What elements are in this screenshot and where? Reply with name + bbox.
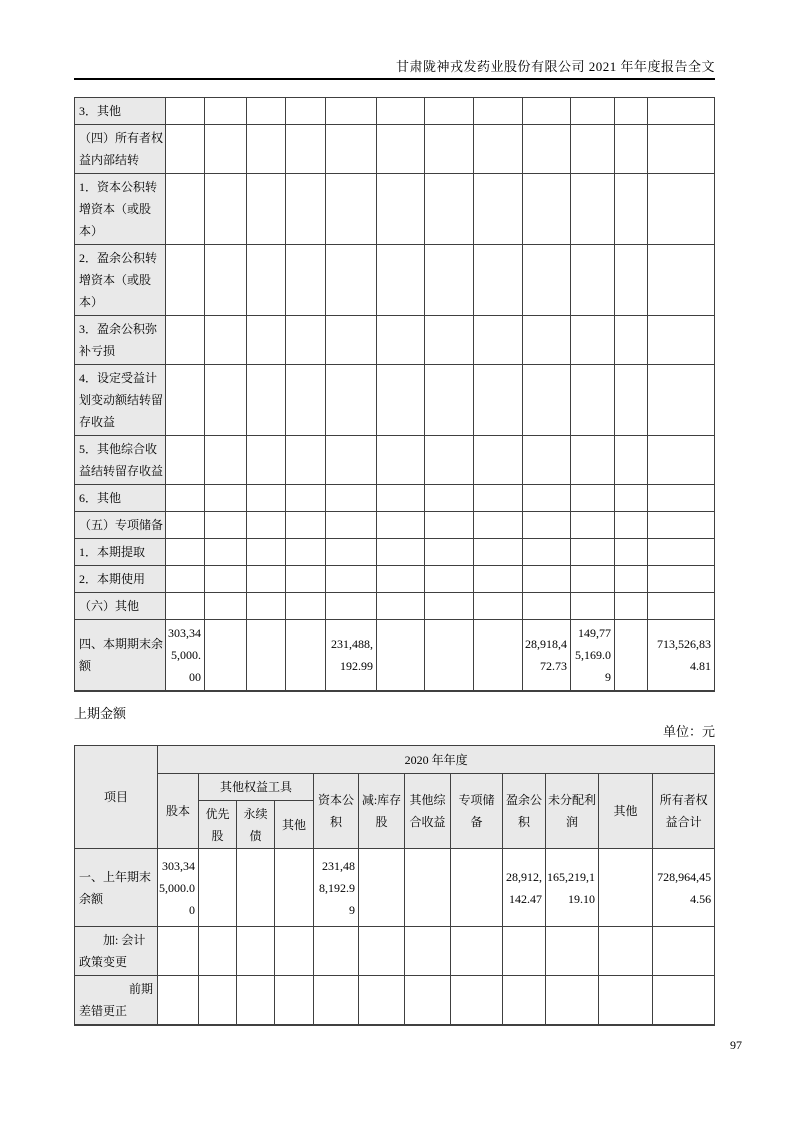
- table-row: [75, 174, 715, 245]
- col-header-item: 项目: [75, 746, 158, 849]
- value-cell: [286, 365, 326, 436]
- value-cell: [166, 245, 205, 316]
- col-header-undistributed-profit: 未分配利润: [546, 774, 599, 849]
- value-cell: [377, 174, 425, 245]
- value-cell: [523, 316, 571, 365]
- value-cell: [503, 927, 546, 976]
- value-cell: [571, 436, 615, 485]
- value-cell: [615, 566, 648, 593]
- col-header-surplus-reserve: 盈余公积: [503, 774, 546, 849]
- value-cell: [166, 436, 205, 485]
- value-cell: [286, 245, 326, 316]
- value-cell: [425, 512, 474, 539]
- row-label: 3．盈余公积弥补亏损: [75, 316, 166, 365]
- unit-label: 单位：元: [662, 724, 715, 739]
- equity-table-prior-body: [75, 849, 715, 1026]
- value-cell: [425, 566, 474, 593]
- row-label: 前期差错更正: [75, 976, 158, 1026]
- value-cell: [451, 927, 503, 976]
- value-cell: [314, 976, 359, 1026]
- value-cell: [648, 512, 715, 539]
- value-cell: [451, 849, 503, 927]
- row-label: 1．本期提取: [75, 539, 166, 566]
- value-cell: [648, 125, 715, 174]
- value-cell: [571, 539, 615, 566]
- table-row: [75, 316, 715, 365]
- value-cell: [286, 593, 326, 620]
- value-cell: [523, 174, 571, 245]
- value-cell: [425, 539, 474, 566]
- value-cell: [474, 512, 523, 539]
- col-header-capital-reserve: 资本公积: [314, 774, 359, 849]
- equity-table-current-period: [74, 97, 715, 692]
- value-cell: [523, 512, 571, 539]
- value-cell: [474, 174, 523, 245]
- value-cell: [474, 125, 523, 174]
- header-title: 甘肃陇神戎发药业股份有限公司 2021 年年度报告全文: [395, 59, 715, 74]
- value-cell: [523, 539, 571, 566]
- header-rule: [74, 78, 715, 80]
- value-cell: [425, 593, 474, 620]
- value-cell: [523, 98, 571, 125]
- value-cell: [166, 539, 205, 566]
- value-cell: [286, 512, 326, 539]
- value-cell: [326, 485, 377, 512]
- row-label: 2．盈余公积转增资本（或股本）: [75, 245, 166, 316]
- value-cell: [599, 976, 653, 1026]
- value-cell: [237, 976, 275, 1026]
- value-cell: [286, 539, 326, 566]
- col-header-less-treasury-shares: 减:库存股: [359, 774, 405, 849]
- value-cell: [648, 365, 715, 436]
- value-cell: [474, 485, 523, 512]
- value-cell: 149,775,169.09: [571, 620, 615, 692]
- value-cell: [615, 485, 648, 512]
- value-cell: [166, 125, 205, 174]
- value-cell: [377, 316, 425, 365]
- row-label: 3．其他: [75, 98, 166, 125]
- value-cell: [286, 125, 326, 174]
- value-cell: [571, 512, 615, 539]
- value-cell: [377, 485, 425, 512]
- table-row: [75, 620, 715, 692]
- table-row: [75, 485, 715, 512]
- col-header-share-capital: 股本: [158, 774, 199, 849]
- value-cell: [377, 539, 425, 566]
- value-cell: [571, 316, 615, 365]
- col-header-total-owners-equity: 所有者权益合计: [653, 774, 715, 849]
- value-cell: [166, 593, 205, 620]
- value-cell: [205, 245, 247, 316]
- table-row: [75, 976, 715, 1026]
- value-cell: [425, 485, 474, 512]
- value-cell: [166, 512, 205, 539]
- table-row: [75, 365, 715, 436]
- value-cell: [648, 245, 715, 316]
- value-cell: [205, 566, 247, 593]
- value-cell: [286, 316, 326, 365]
- value-cell: [286, 620, 326, 692]
- value-cell: 303,345,000.00: [166, 620, 205, 692]
- value-cell: [286, 485, 326, 512]
- value-cell: 231,488,192.99: [314, 849, 359, 927]
- value-cell: [571, 566, 615, 593]
- col-header-other-equity-instruments: 其他权益工具: [199, 774, 314, 801]
- value-cell: [571, 485, 615, 512]
- value-cell: [166, 98, 205, 125]
- value-cell: [425, 245, 474, 316]
- value-cell: [205, 125, 247, 174]
- value-cell: [247, 539, 286, 566]
- value-cell: [615, 436, 648, 485]
- col-header-period: 2020 年年度: [158, 746, 715, 774]
- table-row: [75, 927, 715, 976]
- value-cell: [474, 316, 523, 365]
- value-cell: [326, 566, 377, 593]
- value-cell: [474, 436, 523, 485]
- value-cell: [648, 593, 715, 620]
- value-cell: [523, 593, 571, 620]
- value-cell: [615, 174, 648, 245]
- row-label: 5．其他综合收益结转留存收益: [75, 436, 166, 485]
- value-cell: 303,345,000.00: [158, 849, 199, 927]
- value-cell: [359, 849, 405, 927]
- value-cell: [205, 620, 247, 692]
- value-cell: [474, 593, 523, 620]
- value-cell: [405, 976, 451, 1026]
- value-cell: [166, 485, 205, 512]
- row-label: 6．其他: [75, 485, 166, 512]
- row-label: （四）所有者权益内部结转: [75, 125, 166, 174]
- table-row: [75, 849, 715, 927]
- value-cell: [205, 316, 247, 365]
- value-cell: [247, 174, 286, 245]
- value-cell: [275, 849, 314, 927]
- value-cell: [405, 927, 451, 976]
- header-row-groups: [75, 774, 715, 801]
- value-cell: [377, 125, 425, 174]
- value-cell: [247, 593, 286, 620]
- col-header-special-reserve: 专项储备: [451, 774, 503, 849]
- value-cell: [474, 620, 523, 692]
- value-cell: [653, 976, 715, 1026]
- value-cell: [247, 98, 286, 125]
- value-cell: [615, 512, 648, 539]
- value-cell: [425, 174, 474, 245]
- value-cell: [571, 125, 615, 174]
- value-cell: [326, 436, 377, 485]
- row-label: （五）专项储备: [75, 512, 166, 539]
- value-cell: [615, 125, 648, 174]
- value-cell: [205, 593, 247, 620]
- value-cell: [199, 976, 237, 1026]
- value-cell: [599, 849, 653, 927]
- value-cell: [326, 593, 377, 620]
- value-cell: 713,526,834.81: [648, 620, 715, 692]
- value-cell: [648, 485, 715, 512]
- value-cell: [247, 566, 286, 593]
- value-cell: [205, 436, 247, 485]
- header-row-period: [75, 746, 715, 774]
- value-cell: [503, 976, 546, 1026]
- value-cell: [377, 512, 425, 539]
- value-cell: [166, 365, 205, 436]
- value-cell: [615, 245, 648, 316]
- value-cell: [615, 365, 648, 436]
- row-label: 2．本期使用: [75, 566, 166, 593]
- value-cell: [523, 365, 571, 436]
- value-cell: [425, 620, 474, 692]
- row-label: 加: 会计政策变更: [75, 927, 158, 976]
- value-cell: [377, 593, 425, 620]
- value-cell: [523, 125, 571, 174]
- value-cell: [205, 365, 247, 436]
- value-cell: [158, 976, 199, 1026]
- value-cell: [205, 98, 247, 125]
- value-cell: 28,912,142.47: [503, 849, 546, 927]
- section-label: 上期金额: [74, 706, 127, 721]
- col-header-other: 其他: [599, 774, 653, 849]
- value-cell: [158, 927, 199, 976]
- value-cell: [523, 245, 571, 316]
- value-cell: [247, 436, 286, 485]
- value-cell: [314, 927, 359, 976]
- col-header-other-instrument: 其他: [275, 801, 314, 849]
- value-cell: [425, 125, 474, 174]
- value-cell: [205, 485, 247, 512]
- equity-table-current-body: [75, 98, 715, 692]
- value-cell: [326, 125, 377, 174]
- value-cell: [425, 98, 474, 125]
- value-cell: [523, 485, 571, 512]
- value-cell: [523, 566, 571, 593]
- value-cell: [648, 436, 715, 485]
- table-row: [75, 593, 715, 620]
- value-cell: [326, 98, 377, 125]
- value-cell: [571, 98, 615, 125]
- value-cell: [205, 174, 247, 245]
- value-cell: [247, 512, 286, 539]
- page-number: 97: [730, 1038, 742, 1052]
- value-cell: [199, 927, 237, 976]
- table-row: [75, 98, 715, 125]
- value-cell: [205, 512, 247, 539]
- value-cell: [359, 976, 405, 1026]
- value-cell: [326, 512, 377, 539]
- value-cell: [648, 539, 715, 566]
- value-cell: [247, 316, 286, 365]
- value-cell: [648, 98, 715, 125]
- value-cell: [615, 316, 648, 365]
- value-cell: [326, 245, 377, 316]
- value-cell: [286, 566, 326, 593]
- value-cell: [199, 849, 237, 927]
- value-cell: [286, 98, 326, 125]
- value-cell: [247, 485, 286, 512]
- value-cell: [247, 125, 286, 174]
- value-cell: [166, 174, 205, 245]
- value-cell: [571, 365, 615, 436]
- col-header-other-comprehensive-income: 其他综合收益: [405, 774, 451, 849]
- value-cell: [275, 927, 314, 976]
- value-cell: [599, 927, 653, 976]
- value-cell: [166, 316, 205, 365]
- value-cell: 165,219,119.10: [546, 849, 599, 927]
- value-cell: [474, 245, 523, 316]
- value-cell: 728,964,454.56: [653, 849, 715, 927]
- value-cell: [648, 316, 715, 365]
- table-row: [75, 512, 715, 539]
- value-cell: [648, 566, 715, 593]
- row-label: 四、本期期末余额: [75, 620, 166, 692]
- value-cell: [615, 98, 648, 125]
- row-label: （六）其他: [75, 593, 166, 620]
- row-label: 1．资本公积转增资本（或股本）: [75, 174, 166, 245]
- value-cell: [326, 365, 377, 436]
- value-cell: [286, 174, 326, 245]
- table-row: [75, 566, 715, 593]
- value-cell: [377, 365, 425, 436]
- table-row: [75, 539, 715, 566]
- value-cell: [425, 316, 474, 365]
- value-cell: [546, 927, 599, 976]
- value-cell: [615, 593, 648, 620]
- value-cell: [474, 566, 523, 593]
- value-cell: [571, 593, 615, 620]
- equity-table-prior-period: [74, 745, 715, 1026]
- value-cell: [653, 927, 715, 976]
- value-cell: [237, 849, 275, 927]
- value-cell: [571, 245, 615, 316]
- value-cell: [247, 365, 286, 436]
- value-cell: 28,918,472.73: [523, 620, 571, 692]
- col-header-preferred-shares: 优先股: [199, 801, 237, 849]
- value-cell: [615, 539, 648, 566]
- value-cell: [166, 566, 205, 593]
- value-cell: [377, 436, 425, 485]
- value-cell: 231,488,192.99: [326, 620, 377, 692]
- value-cell: [571, 174, 615, 245]
- value-cell: [523, 436, 571, 485]
- value-cell: [286, 436, 326, 485]
- value-cell: [326, 539, 377, 566]
- value-cell: [377, 245, 425, 316]
- table-row: [75, 436, 715, 485]
- table-row: [75, 125, 715, 174]
- value-cell: [546, 976, 599, 1026]
- value-cell: [425, 365, 474, 436]
- value-cell: [615, 620, 648, 692]
- value-cell: [648, 174, 715, 245]
- table-row: [75, 245, 715, 316]
- value-cell: [247, 620, 286, 692]
- row-label: 4．设定受益计划变动额结转留存收益: [75, 365, 166, 436]
- value-cell: [326, 174, 377, 245]
- value-cell: [377, 98, 425, 125]
- value-cell: [359, 927, 405, 976]
- value-cell: [425, 436, 474, 485]
- value-cell: [377, 620, 425, 692]
- value-cell: [377, 566, 425, 593]
- value-cell: [237, 927, 275, 976]
- value-cell: [474, 365, 523, 436]
- value-cell: [474, 98, 523, 125]
- col-header-perpetual-bonds: 永续债: [237, 801, 275, 849]
- value-cell: [326, 316, 377, 365]
- value-cell: [205, 539, 247, 566]
- value-cell: [451, 976, 503, 1026]
- value-cell: [474, 539, 523, 566]
- row-label: 一、上年期末余额: [75, 849, 158, 927]
- value-cell: [247, 245, 286, 316]
- value-cell: [405, 849, 451, 927]
- value-cell: [275, 976, 314, 1026]
